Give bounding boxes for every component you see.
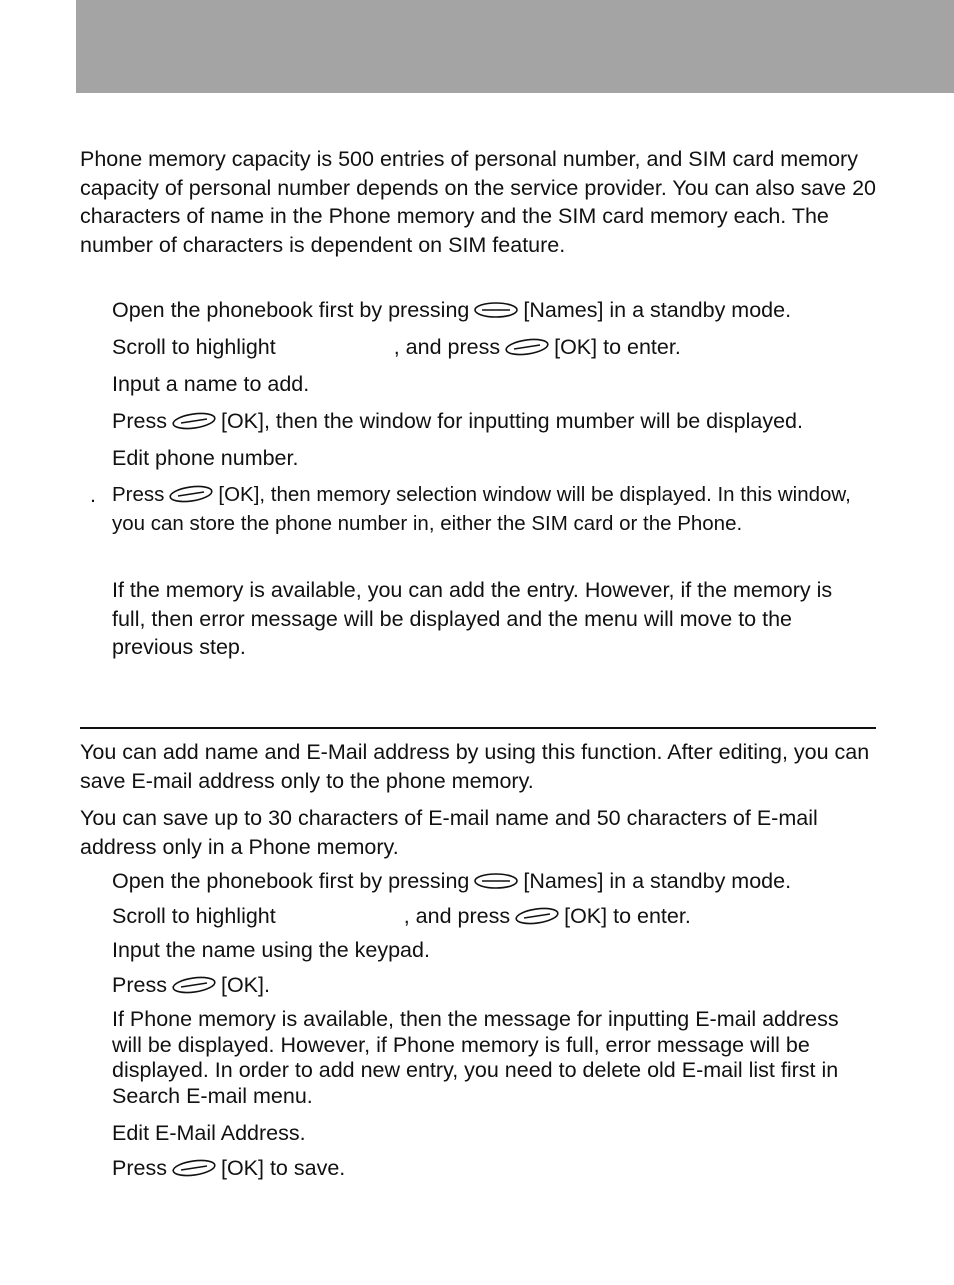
section2-intro-1: You can add name and E-Mail address by using this function. After editing, you can save E-mail address only to the phone memory. [80, 740, 870, 793]
soft-key-icon [168, 484, 214, 504]
header-band [76, 0, 954, 93]
soft-key-icon [514, 906, 560, 926]
section1-step-2: Scroll to highlight , and press [OK] to enter. [112, 335, 681, 359]
section1-step-6: Press [OK], then memory selection window will be displayed. In this window, you can store the phone number in, either the SIM card or the Phone. [112, 483, 851, 535]
section1-step-3: Input a name to add. [112, 372, 310, 396]
section2-step-4: Press [OK]. [112, 973, 270, 997]
section1-step-7: If the memory is available, you can add the entry. However, if the memory is full, then error message will be displayed and the menu will move to the previous step. [112, 578, 833, 659]
section2-step-2: Scroll to highlight , and press [OK] to enter. [112, 904, 691, 928]
soft-key-icon [171, 1158, 217, 1178]
section1-step-4: Press [OK], then the window for inputting mumber will be displayed. [112, 409, 803, 433]
soft-key-icon [504, 337, 550, 357]
section2-step-7: Press [OK] to save. [112, 1156, 346, 1180]
section1-step-1: Open the phonebook first by pressing [Names] in a standby mode. [112, 298, 792, 322]
section2-step-6: Edit E-Mail Address. [112, 1121, 306, 1145]
soft-key-icon [473, 871, 519, 891]
soft-key-icon [473, 300, 519, 320]
section2-step-1: Open the phonebook first by pressing [Names] in a standby mode. [112, 869, 792, 893]
list-marker: . [90, 483, 96, 507]
soft-key-icon [171, 411, 217, 431]
section2-step-3: Input the name using the keypad. [112, 938, 430, 962]
section1-step-5: Edit phone number. [112, 446, 299, 470]
section2-step-5: If Phone memory is available, then the message for inputting E-mail address will be displayed. However, if Phone memory is full, error message will be displayed. In order to add new entry, you need to delete old E-mail list first in Search E-mail menu. [112, 1007, 839, 1108]
soft-key-icon [171, 975, 217, 995]
section-divider [80, 727, 876, 729]
section2-intro-2: You can save up to 30 characters of E-mail name and 50 characters of E-mail address only in a Phone memory. [80, 806, 818, 859]
section1-intro: Phone memory capacity is 500 entries of personal number, and SIM card memory capacity of personal number depends on the service provider. You can also save 20 characters of name in the Phone memory and the SIM card memory each. The number of characters is dependent on SIM feature. [80, 147, 877, 257]
